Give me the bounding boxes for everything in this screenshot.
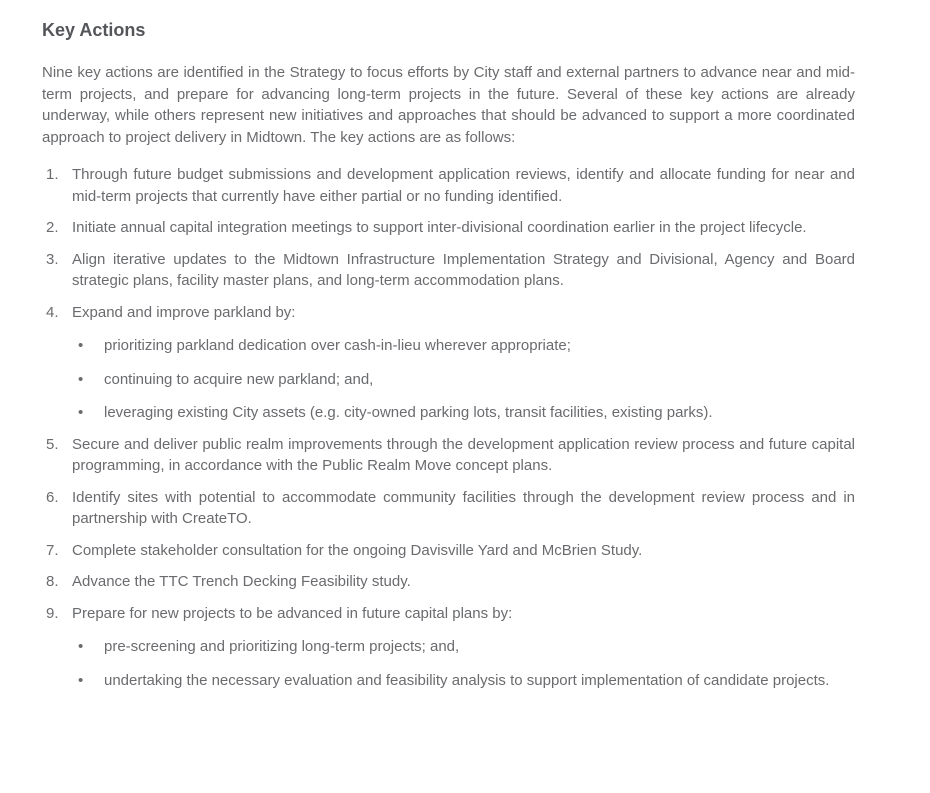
- bullet-marker: •: [78, 671, 84, 689]
- list-item-text: Prepare for new projects to be advanced in future capital plans by:: [72, 604, 513, 622]
- list-item-text: Secure and deliver public realm improvements through the development application review process and future capital programming, in accordance with the Public Realm Move concept plans.: [72, 435, 855, 474]
- list-item: [42, 249, 855, 292]
- bullet-marker: •: [78, 638, 84, 655]
- list-item: [42, 571, 855, 593]
- list-item: [42, 164, 855, 207]
- list-item: [42, 302, 855, 424]
- list-item-number: 6.: [46, 488, 59, 506]
- list-item: [42, 487, 855, 530]
- list-item-text: Complete stakeholder consultation for the ongoing Davisville Yard and McBrien Study.: [72, 541, 643, 559]
- bullet-marker: •: [78, 337, 84, 354]
- list-item: [42, 217, 855, 239]
- bullet-item: [72, 335, 855, 357]
- list-item-text: Identify sites with potential to accommodate community facilities through the development review process and in partnership with CreateTO.: [72, 488, 855, 527]
- list-item-body: [72, 302, 855, 424]
- list-item-number: 1.: [46, 166, 59, 183]
- list-item-text: Expand and improve parkland by:: [72, 303, 296, 321]
- list-item-number: 8.: [46, 573, 59, 590]
- list-item-number: 2.: [46, 219, 59, 236]
- list-item-text: Initiate annual capital integration meetings to support inter-divisional coordination earlier in the project lifecycle.: [72, 219, 807, 236]
- list-item-number: 9.: [46, 604, 59, 622]
- bullet-item-text: leveraging existing City assets (e.g. city-owned parking lots, transit facilities, existing parks).: [104, 404, 713, 421]
- list-item: [42, 603, 855, 692]
- list-item-body: [72, 164, 855, 207]
- list-item-text: Through future budget submissions and development application reviews, identify and allocate funding for near and mid-term projects that currently have either partial or no funding identified.: [72, 166, 855, 205]
- bullet-item: [72, 670, 855, 692]
- list-item-number: 7.: [46, 541, 59, 559]
- list-item-number: 3.: [46, 250, 59, 268]
- bullet-item: [72, 369, 855, 391]
- list-item-body: [72, 603, 855, 692]
- page-title: Key Actions: [42, 20, 146, 40]
- list-item-body: [72, 249, 855, 292]
- bullet-item-text: pre-screening and prioritizing long-term projects; and,: [104, 638, 460, 655]
- bullet-item-text: undertaking the necessary evaluation and feasibility analysis to support implementation of candidate projects.: [104, 671, 830, 689]
- list-item-body: [72, 487, 855, 530]
- list-item-number: 5.: [46, 435, 59, 453]
- intro-paragraph: Nine key actions are identified in the Strategy to focus efforts by City staff and external partners to advance near and mid-term projects, and prepare for advancing long-term projects in the future. Several of these key actions are already underway, while others represent new initiatives and approaches that should be advanced to support a more coordinated approach to project delivery in Midtown. The key actions are as follows:: [42, 64, 855, 146]
- key-actions-list: [42, 164, 855, 691]
- bullet-marker: •: [78, 404, 84, 421]
- list-item-body: [72, 217, 855, 239]
- bullet-item-text: prioritizing parkland dedication over cash-in-lieu wherever appropriate;: [104, 337, 571, 354]
- list-item: [42, 540, 855, 562]
- list-item-body: [72, 434, 855, 477]
- list-item-text: Advance the TTC Trench Decking Feasibility study.: [72, 573, 411, 590]
- list-item-number: 4.: [46, 303, 59, 321]
- list-item-text: Align iterative updates to the Midtown Infrastructure Implementation Strategy and Divisional, Agency and Board strategic plans, facility master plans, and long-term accommodation plans.: [72, 250, 855, 289]
- list-item-body: [72, 571, 855, 593]
- bullet-item: [72, 402, 855, 424]
- bullet-item: [72, 636, 855, 658]
- bullet-marker: •: [78, 370, 84, 388]
- list-item: [42, 434, 855, 477]
- list-item-body: [72, 540, 855, 562]
- document-page: [42, 20, 855, 691]
- bullet-item-text: continuing to acquire new parkland; and,: [104, 370, 374, 388]
